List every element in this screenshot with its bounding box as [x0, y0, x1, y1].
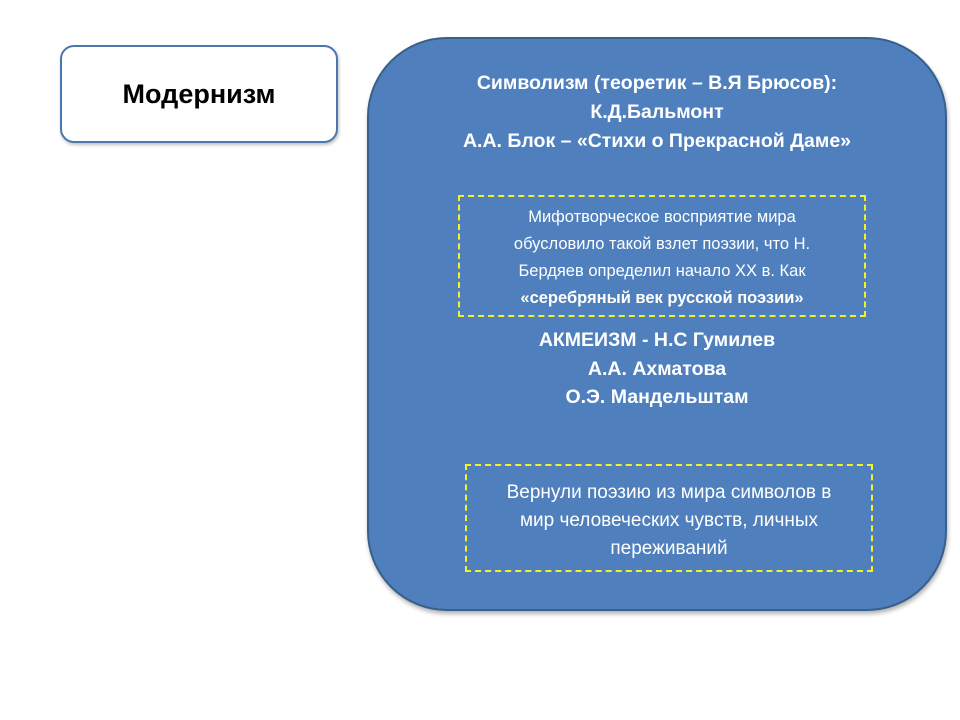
title-box — [60, 45, 338, 143]
symbolism-author-balmont: К.Д.Бальмонт — [590, 101, 724, 123]
acmeism-author-mandelstam: О.Э. Мандельштам — [565, 386, 749, 408]
symbolism-block — [369, 69, 945, 156]
acmeism-block — [369, 326, 945, 412]
symbolism-heading: Символизм (теоретик – В.Я Брюсов): — [476, 72, 838, 94]
acmeism-author-akhmatova: А.А. Ахматова — [587, 357, 727, 380]
silver-age-note-line: обусловило такой взлет поэзии, что Н. — [513, 235, 811, 253]
silver-age-note — [458, 195, 866, 317]
silver-age-note-emphasis: «серебряный век русской поэзии» — [520, 289, 804, 307]
acmeism-note — [465, 464, 873, 572]
acmeism-note-line: мир человеческих чувств, личных — [519, 510, 819, 531]
content-panel — [367, 37, 947, 611]
acmeism-heading: АКМЕИЗМ - Н.С Гумилев — [538, 329, 776, 351]
silver-age-note-line: Бердяев определил начало XX в. Как — [518, 262, 806, 280]
acmeism-note-line: Вернули поэзию из мира символов в — [506, 482, 832, 503]
title-text: Модернизм — [122, 78, 276, 109]
acmeism-note-line: переживаний — [610, 538, 728, 559]
symbolism-author-blok: А.А. Блок – «Стихи о Прекрасной Даме» — [462, 130, 852, 152]
silver-age-note-line: Мифотворческое восприятие мира — [528, 208, 796, 226]
